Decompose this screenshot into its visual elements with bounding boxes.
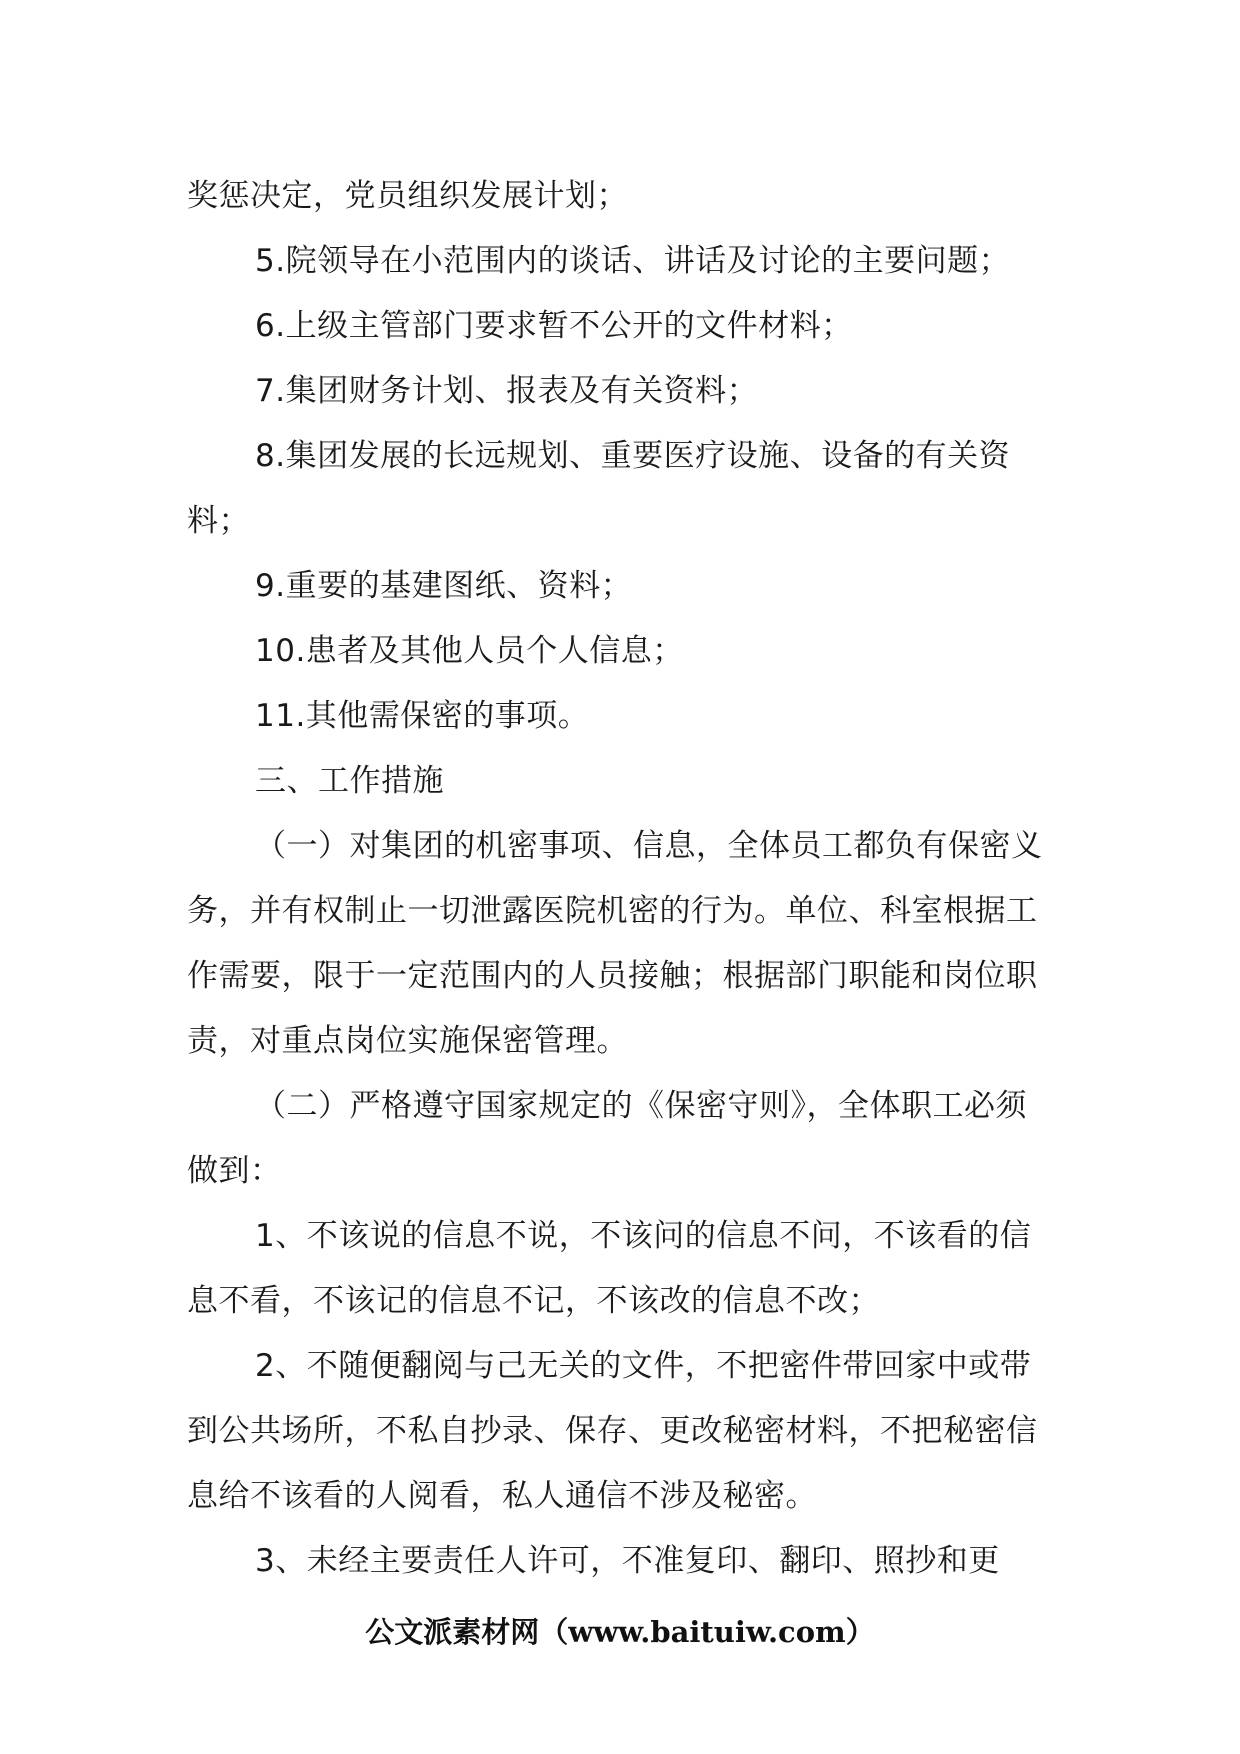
paragraph-8: 11.其他需保密的事项。 [255, 698, 590, 734]
paragraph-13: 2、不随便翻阅与己无关的文件，不把密件带回家中或带到公共场所，不私自抄录、保存、更改秘密材料，不把秘密信息给不该看的人阅看，私人通信不涉及秘密。 [187, 1348, 1038, 1514]
paragraph-5: 8.集团发展的长远规划、重要医疗设施、设备的有关资料； [187, 438, 1011, 539]
paragraph-6: 9.重要的基建图纸、资料； [255, 568, 633, 604]
paragraph-12: 1、不该说的信息不说，不该问的信息不问，不该看的信息不看，不该记的信息不记，不该改的信息不改； [187, 1218, 1032, 1319]
paragraph-2: 5.院领导在小范围内的谈话、讲话及讨论的主要问题； [255, 243, 1011, 279]
page-footer-watermark: 公文派素材网（www.baituiw.com） [365, 1615, 875, 1649]
paragraph-14: 3、未经主要责任人许可，不准复印、翻印、照抄和更 [255, 1543, 1000, 1579]
paragraph-1: 奖惩决定，党员组织发展计划； [187, 178, 628, 214]
section-heading: 三、工作措施 [255, 763, 444, 799]
paragraph-3: 6.上级主管部门要求暂不公开的文件材料； [255, 308, 853, 344]
paragraph-7: 10.患者及其他人员个人信息； [255, 633, 684, 669]
paragraph-4: 7.集团财务计划、报表及有关资料； [255, 373, 759, 409]
paragraph-10: （一）对集团的机密事项、信息，全体员工都负有保密义务，并有权制止一切泄露医院机密的行为。单位、科室根据工作需要，限于一定范围内的人员接触；根据部门职能和岗位职责，对重点岗位实施保密管理。 [187, 828, 1043, 1059]
paragraph-11: （二）严格遵守国家规定的《保密守则》，全体职工必须做到： [187, 1088, 1027, 1189]
document-body [187, 164, 1057, 1594]
